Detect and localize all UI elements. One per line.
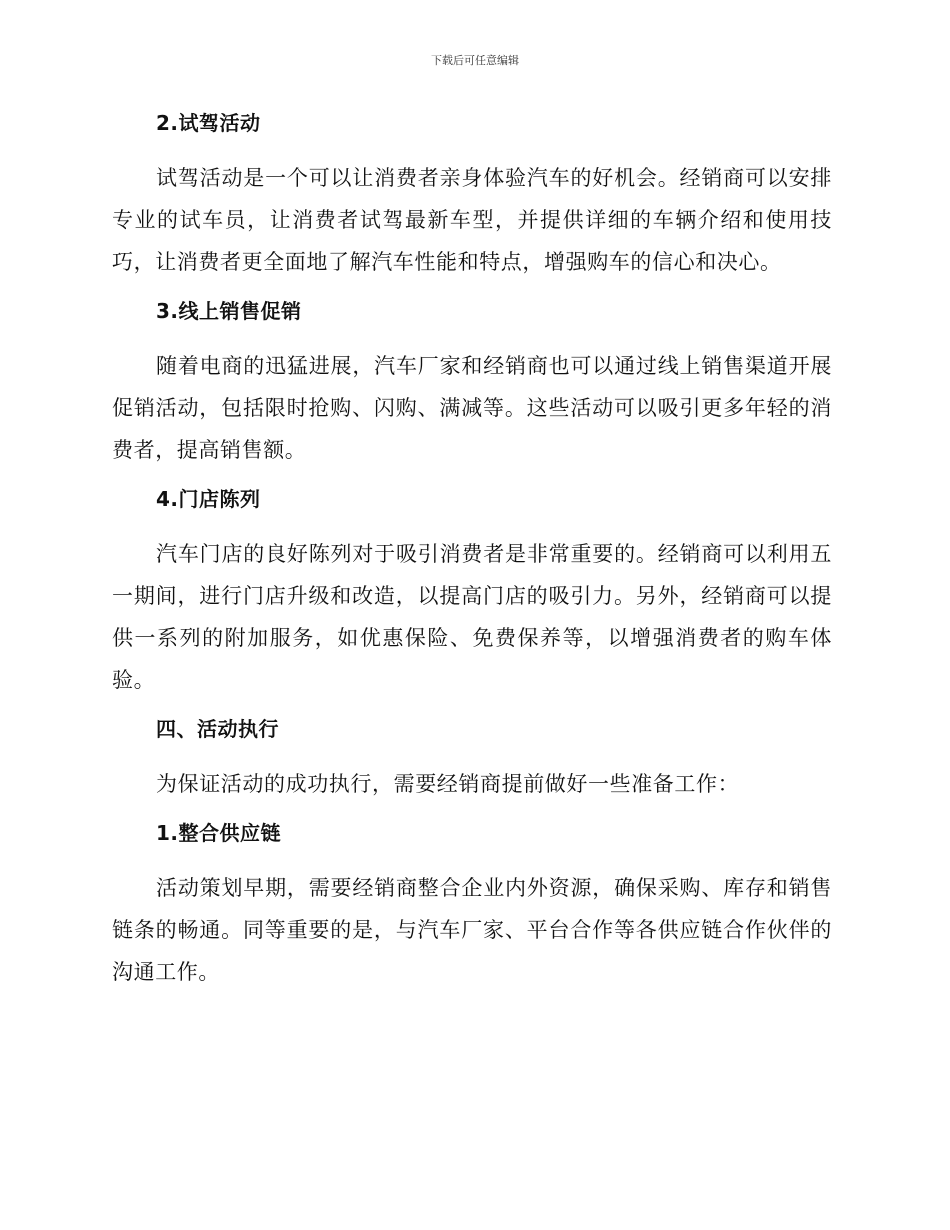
document-body [112,108,832,1006]
paragraph-test-drive: 试驾活动是一个可以让消费者亲身体验汽车的好机会。经销商可以安排专业的试车员，让消费者试驾最新车型，并提供详细的车辆介绍和使用技巧，让消费者更全面地了解汽车性能和特点，增强购车的信心和决心。 [112,166,832,274]
section-heading-store-display: 4.门店陈列 [156,487,261,511]
paragraph-store-display: 汽车门店的良好陈列对于吸引消费者是非常重要的。经销商可以利用五一期间，进行门店升级和改造，以提高门店的吸引力。另外，经销商可以提供一系列的附加服务，如优惠保险、免费保养等，以增强消费者的购车体验。 [112,542,832,692]
section-heading-execution: 四、活动执行 [156,717,279,741]
section-heading-test-drive: 2.试驾活动 [156,111,261,135]
paragraph-online-sales: 随着电商的迅猛进展，汽车厂家和经销商也可以通过线上销售渠道开展促销活动，包括限时抢购、闪购、满减等。这些活动可以吸引更多年轻的消费者，提高销售额。 [112,354,832,462]
paragraph-supply-chain: 活动策划早期，需要经销商整合企业内外资源，确保采购、库存和销售链条的畅通。同等重要的是，与汽车厂家、平台合作等各供应链合作伙伴的沟通工作。 [112,876,832,984]
section-heading-online-sales: 3.线上销售促销 [156,299,302,323]
section-heading-supply-chain: 1.整合供应链 [156,821,282,845]
paragraph-execution: 为保证活动的成功执行，需要经销商提前做好一些准备工作： [156,772,740,796]
page-header: 下载后可任意编辑 [431,54,519,67]
